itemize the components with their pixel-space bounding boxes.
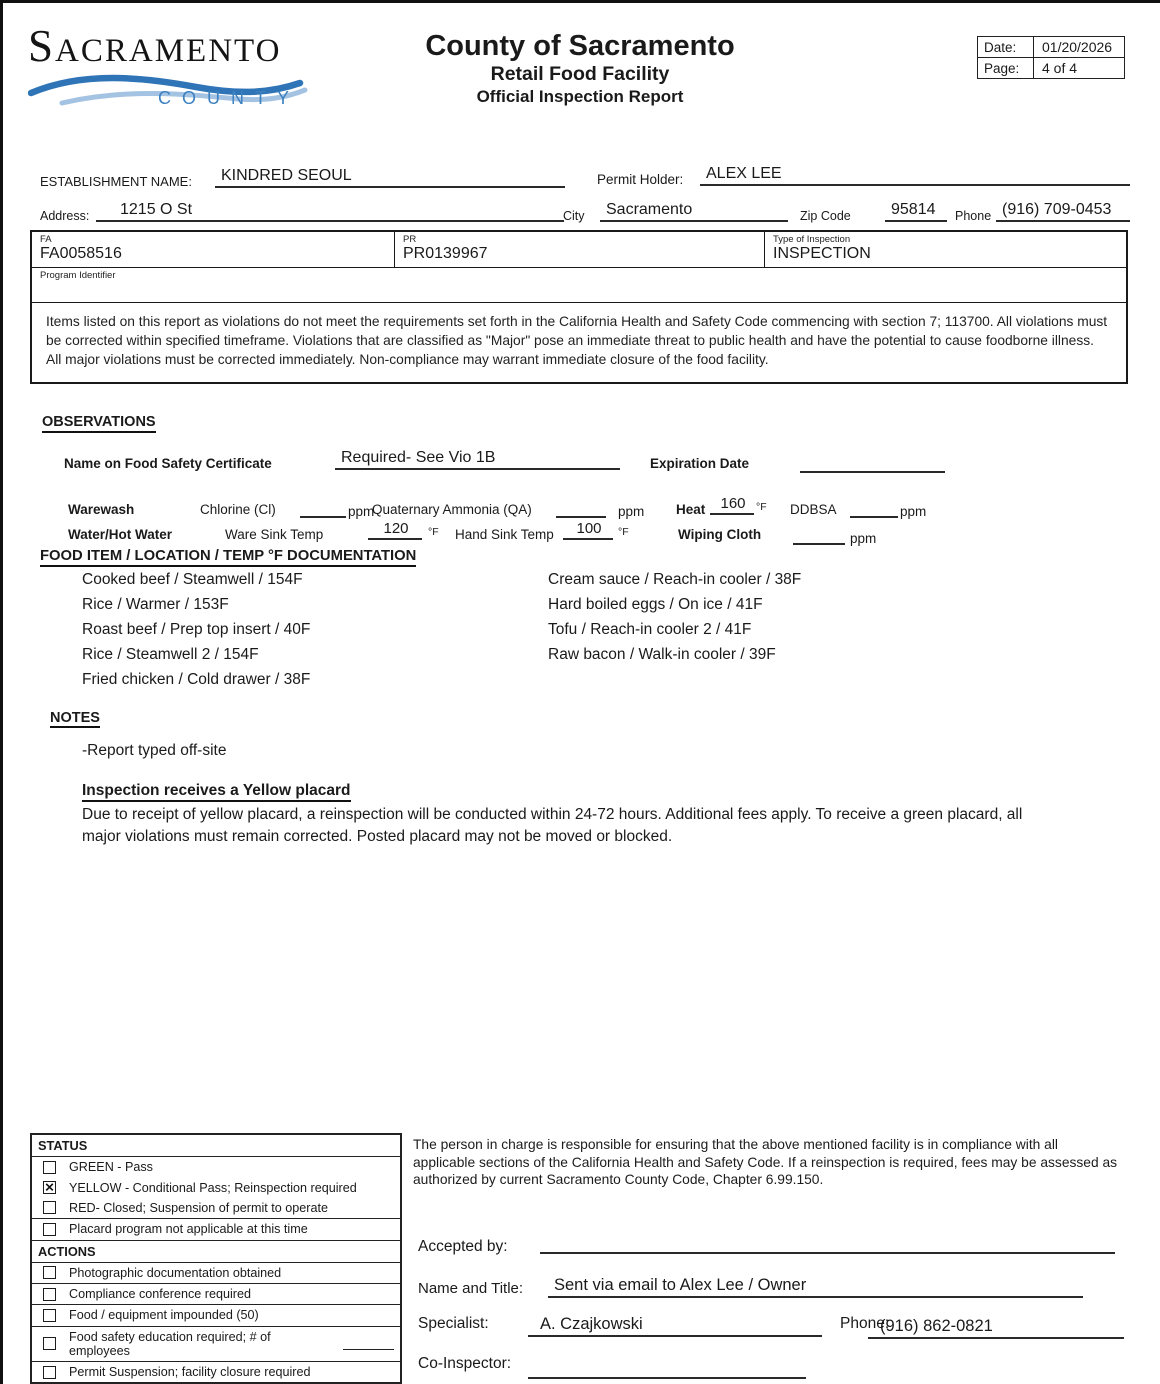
- green-label: GREEN - Pass: [69, 1160, 153, 1175]
- inspection-type-label: Type of Inspection: [773, 234, 851, 245]
- heat-degf-label: °F: [756, 501, 767, 513]
- red-checkbox[interactable]: [43, 1201, 56, 1214]
- expiration-date-field[interactable]: [800, 457, 945, 473]
- suspension-label: Permit Suspension; facility closure required: [69, 1365, 311, 1380]
- status-row-placard-na: [32, 1219, 400, 1239]
- green-checkbox[interactable]: [43, 1161, 56, 1174]
- phone-label: Phone: [955, 209, 992, 223]
- yellow-label: YELLOW - Conditional Pass; Reinspection required: [69, 1180, 357, 1195]
- notes-line: -Report typed off-site: [82, 742, 227, 759]
- food-item: Hard boiled eggs / On ice / 41F: [548, 596, 763, 613]
- pr-cell: [394, 232, 764, 267]
- accepted-by-label: Accepted by:: [418, 1238, 508, 1255]
- establishment-name-field[interactable]: KINDRED SEOUL: [215, 167, 565, 188]
- wiping-ppm-label: ppm: [850, 531, 877, 546]
- food-safety-cert-label: Name on Food Safety Certificate: [64, 456, 272, 471]
- zip-code-label: Zip Code: [800, 209, 851, 223]
- fa-cell: [32, 232, 394, 267]
- photo-doc-label: Photographic documentation obtained: [69, 1265, 282, 1280]
- yellow-checkbox[interactable]: [43, 1181, 56, 1194]
- water-hot-water-label: Water/Hot Water: [68, 527, 173, 542]
- page-border-left: [0, 0, 3, 1384]
- heat-field[interactable]: 160: [710, 495, 754, 515]
- action-row-photo: [32, 1263, 400, 1283]
- status-row-green: [32, 1157, 400, 1177]
- food-item: Cooked beef / Steamwell / 154F: [82, 571, 303, 588]
- zip-code-field[interactable]: 95814: [885, 201, 947, 222]
- co-inspector-field[interactable]: [528, 1360, 806, 1379]
- date-value: 01/20/2026: [1042, 39, 1113, 55]
- name-title-label: Name and Title:: [418, 1280, 524, 1297]
- education-checkbox[interactable]: [43, 1337, 56, 1350]
- warewash-label: Warewash: [68, 502, 135, 517]
- food-item-heading: FOOD ITEM / LOCATION / TEMP °F DOCUMENTATION: [40, 548, 416, 567]
- report-title: County of Sacramento: [425, 30, 735, 62]
- food-item: Rice / Steamwell 2 / 154F: [82, 646, 259, 663]
- food-safety-cert-field[interactable]: Required- See Vio 1B: [335, 449, 620, 470]
- quaternary-ammonia-label: Quaternary Ammonia (QA): [372, 502, 532, 517]
- facility-id-row: [32, 232, 1126, 267]
- inspection-type-cell: [764, 232, 1126, 267]
- suspension-checkbox[interactable]: [43, 1366, 56, 1379]
- status-actions-box: [30, 1133, 402, 1384]
- heat-label: Heat: [676, 502, 706, 517]
- compliance-statement: The person in charge is responsible for ensuring that the above mentioned facility is in compliance with all applicable sections of the California Health and Safety Code. If a reinspection is required, fees may be assessed as authorized by current Sacramento County Code, Chapter 6.99.150.: [413, 1137, 1118, 1188]
- status-heading: STATUS: [38, 1138, 88, 1153]
- co-inspector-label: Co-Inspector:: [418, 1355, 512, 1372]
- wiping-cloth-label: Wiping Cloth: [678, 527, 762, 542]
- city-label: City: [563, 209, 585, 223]
- food-item: Tofu / Reach-in cooler 2 / 41F: [548, 621, 752, 638]
- specialist-label: Specialist:: [418, 1315, 489, 1332]
- hand-sink-temp-label: Hand Sink Temp: [455, 527, 554, 542]
- placard-heading: Inspection receives a Yellow placard: [82, 782, 351, 802]
- placard-na-label: Placard program not applicable at this time: [69, 1222, 308, 1237]
- page-border-top: [0, 0, 1160, 3]
- page-row: [978, 57, 1124, 78]
- expiration-date-label: Expiration Date: [650, 456, 750, 471]
- impound-checkbox[interactable]: [43, 1309, 56, 1322]
- inspection-type-value: INSPECTION: [773, 245, 871, 262]
- action-row-compliance: [32, 1284, 400, 1304]
- name-title-field[interactable]: Sent via email to Alex Lee / Owner: [548, 1276, 1083, 1298]
- compliance-conf-label: Compliance conference required: [69, 1287, 252, 1302]
- chlorine-field[interactable]: [300, 504, 346, 518]
- hand-sink-temp-field[interactable]: 100: [563, 520, 613, 540]
- action-row-education: [32, 1327, 400, 1361]
- ware-sink-temp-field[interactable]: 120: [368, 520, 422, 540]
- qa-ppm-label: ppm: [618, 504, 645, 519]
- establishment-name-label: ESTABLISHMENT NAME:: [40, 174, 192, 189]
- red-label: RED- Closed; Suspension of permit to operate: [69, 1200, 329, 1215]
- chlorine-ppm-label: ppm: [348, 504, 375, 519]
- sacramento-county-logo: [28, 21, 330, 120]
- pr-label: PR: [403, 234, 417, 245]
- photo-doc-checkbox[interactable]: [43, 1266, 56, 1279]
- address-label: Address:: [40, 209, 90, 223]
- status-row-red: [32, 1198, 400, 1218]
- specialist-phone-label: Phone:: [840, 1315, 890, 1332]
- quaternary-ammonia-field[interactable]: [556, 504, 606, 518]
- address-field[interactable]: 1215 O St: [96, 201, 564, 222]
- logo-county-text: COUNTY: [158, 88, 300, 108]
- fa-label: FA: [40, 234, 52, 245]
- action-row-impound: [32, 1305, 400, 1325]
- actions-heading: ACTIONS: [38, 1243, 96, 1259]
- ware-sink-degf-label: °F: [428, 526, 439, 538]
- facility-id-table: [30, 230, 1128, 384]
- placard-text: Due to receipt of yellow placard, a reinspection will be conducted within 24-72 hours. Additional fees apply. To receive a green placard, all major violations must remain corrected. Posted placard may not be moved or blocked.: [82, 806, 1023, 845]
- specialist-field[interactable]: A. Czajkowski: [528, 1315, 822, 1337]
- ddbsa-field[interactable]: [850, 504, 898, 518]
- report-subtitle-1: Retail Food Facility: [490, 63, 670, 85]
- hand-sink-degf-label: °F: [618, 526, 629, 538]
- specialist-phone-field[interactable]: (916) 862-0821: [868, 1317, 1124, 1339]
- chlorine-label: Chlorine (Cl): [200, 502, 276, 517]
- food-item: Rice / Warmer / 153F: [82, 596, 229, 613]
- report-title-block: [300, 30, 860, 107]
- food-item: Cream sauce / Reach-in cooler / 38F: [548, 571, 802, 588]
- ddbsa-ppm-label: ppm: [900, 504, 927, 519]
- permit-holder-label: Permit Holder:: [597, 172, 684, 187]
- page-value: 4 of 4: [1042, 60, 1078, 76]
- date-row: [978, 37, 1124, 57]
- logo-sacramento-text: SACRAMENTO: [28, 21, 282, 71]
- food-item: Roast beef / Prep top insert / 40F: [82, 621, 311, 638]
- city-field[interactable]: Sacramento: [600, 201, 788, 222]
- program-identifier-cell: [32, 267, 1126, 302]
- report-subtitle-2: Official Inspection Report: [476, 87, 684, 106]
- fa-value: FA0058516: [40, 245, 122, 262]
- status-row-yellow: [32, 1177, 400, 1197]
- observations-heading: OBSERVATIONS: [42, 414, 156, 433]
- food-item: Raw bacon / Walk-in cooler / 39F: [548, 646, 776, 663]
- pr-value: PR0139967: [403, 245, 488, 262]
- impound-label: Food / equipment impounded (50): [69, 1308, 259, 1323]
- action-row-suspension: [32, 1362, 400, 1382]
- ddbsa-label: DDBSA: [790, 502, 837, 517]
- education-label: Food safety education required; # of employees: [69, 1329, 271, 1358]
- compliance-conf-checkbox[interactable]: [43, 1288, 56, 1301]
- permit-holder-field[interactable]: ALEX LEE: [700, 165, 1130, 186]
- phone-field[interactable]: (916) 709-0453: [996, 201, 1130, 222]
- notes-heading: NOTES: [50, 710, 100, 726]
- food-item: Fried chicken / Cold drawer / 38F: [82, 671, 311, 688]
- placard-na-checkbox[interactable]: [43, 1223, 56, 1236]
- wiping-cloth-field[interactable]: [793, 531, 845, 545]
- date-label: Date:: [978, 37, 1034, 57]
- date-page-box: [977, 36, 1125, 79]
- accepted-by-field[interactable]: [540, 1232, 1115, 1254]
- page-label: Page:: [978, 58, 1034, 78]
- violations-notice: Items listed on this report as violations do not meet the requirements set forth in the California Health and Safety Code commencing with section 7; 113700. All violations must be corrected within specified timeframe. Violations that are classified as "Major" pose an immediate threat to public health and have the potential to cause foodborne illness. All major violations must be corrected immediately. Non-compliance may warrant immediate closure of the food facility.: [32, 302, 1126, 382]
- ware-sink-temp-label: Ware Sink Temp: [225, 527, 324, 542]
- program-identifier-label: Program Identifier: [40, 270, 116, 281]
- employee-count-field[interactable]: [343, 1337, 394, 1350]
